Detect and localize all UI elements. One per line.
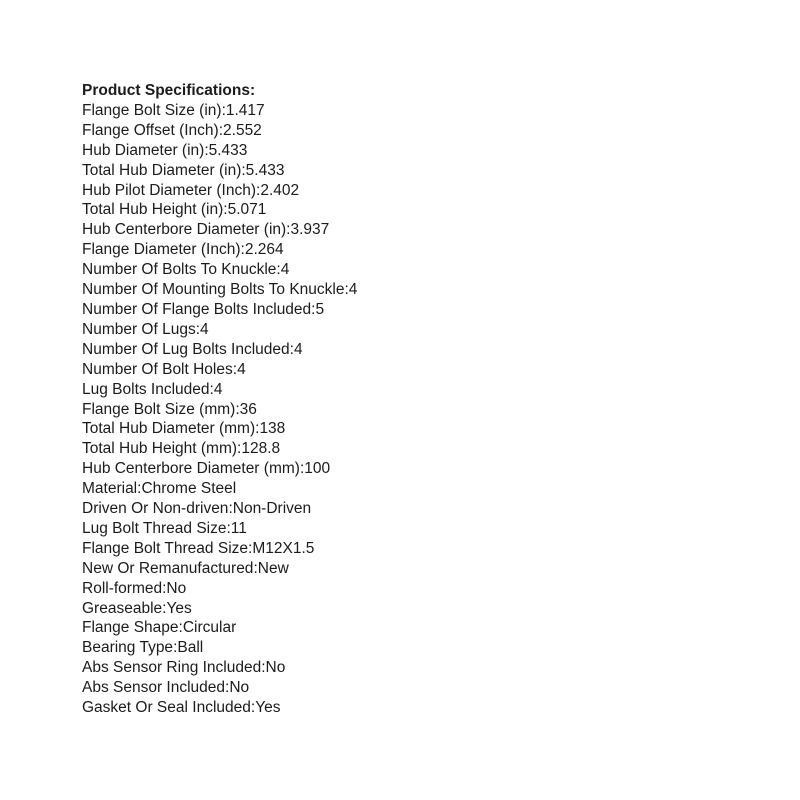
spec-colon: : (204, 141, 209, 159)
spec-value: 5.433 (208, 141, 248, 159)
spec-value: 100 (304, 460, 331, 478)
spec-colon: : (253, 559, 258, 577)
spec-row (82, 698, 357, 718)
spec-value: 4 (348, 281, 358, 299)
spec-value: 5.071 (227, 201, 267, 219)
spec-value: 1.417 (225, 101, 265, 119)
spec-value: 11 (230, 519, 247, 537)
spec-label: Total Hub Diameter (in) (82, 161, 242, 179)
spec-row (82, 439, 357, 459)
spec-label: Abs Sensor Ring Included (82, 659, 262, 677)
spec-label: Number Of Lugs (82, 320, 196, 338)
spec-value: No (166, 579, 187, 597)
spec-value: Yes (255, 699, 281, 717)
spec-value: 2.402 (260, 181, 300, 199)
spec-label: Number Of Flange Bolts Included (82, 300, 312, 318)
spec-row (82, 638, 357, 658)
spec-value: 138 (259, 420, 286, 438)
spec-row (82, 220, 357, 240)
spec-colon: : (162, 579, 167, 597)
spec-row (82, 599, 357, 619)
spec-row (82, 678, 357, 698)
spec-label: Material (82, 480, 138, 498)
spec-colon: : (286, 221, 291, 239)
spec-row (82, 121, 357, 141)
spec-colon: : (255, 420, 260, 438)
spec-label: Driven Or Non-driven (82, 500, 229, 518)
spec-row (82, 240, 357, 260)
spec-colon: : (226, 519, 231, 537)
spec-colon: : (311, 300, 316, 318)
spec-label: Lug Bolts Included (82, 380, 210, 398)
product-specifications-panel (82, 81, 357, 718)
spec-colon: : (232, 360, 238, 378)
spec-colon: : (241, 161, 246, 179)
spec-colon: : (173, 639, 178, 657)
spec-label: Bearing Type (82, 639, 174, 657)
spec-value: 4 (200, 320, 209, 338)
spec-label: Total Hub Height (in) (82, 201, 224, 219)
spec-value: 2.552 (223, 121, 262, 139)
spec-value: 3.937 (290, 221, 330, 239)
spec-label: Greaseable (82, 599, 163, 617)
spec-value: No (265, 659, 286, 677)
spec-colon: : (256, 181, 261, 199)
spec-row (82, 519, 357, 539)
spec-label: Roll-formed (82, 579, 163, 597)
spec-row (82, 181, 357, 201)
spec-colon: : (225, 679, 230, 697)
spec-label: Gasket Or Seal Included (82, 699, 251, 717)
spec-row (82, 400, 357, 420)
spec-label: Number Of Lug Bolts Included (82, 340, 290, 358)
spec-colon: : (137, 480, 142, 498)
spec-label: Flange Bolt Size (in) (82, 101, 222, 119)
spec-row (82, 200, 357, 220)
spec-row (82, 260, 357, 280)
spec-row (82, 320, 357, 340)
spec-colon: : (289, 340, 294, 358)
spec-value: 128.8 (241, 440, 281, 458)
spec-value: Non-Driven (232, 500, 312, 518)
spec-label: Flange Offset (Inch) (82, 121, 219, 139)
spec-row (82, 161, 357, 181)
spec-row (82, 280, 357, 300)
spec-row (82, 579, 357, 599)
spec-colon: : (218, 121, 224, 139)
spec-value: No (229, 679, 250, 697)
spec-colon: : (223, 201, 228, 219)
spec-value: 36 (239, 400, 257, 418)
spec-value: Chrome Steel (141, 480, 237, 498)
spec-label: Total Hub Diameter (mm) (82, 420, 256, 438)
spec-colon: : (162, 599, 167, 617)
spec-row (82, 479, 357, 499)
spec-row (82, 360, 357, 380)
spec-value: New (257, 559, 289, 577)
spec-colon: : (235, 400, 240, 418)
spec-label: Flange Bolt Size (mm) (82, 400, 236, 418)
spec-value: 4 (293, 340, 303, 358)
spec-colon: : (344, 281, 349, 299)
section-title: Product Specifications: (82, 82, 256, 99)
spec-label: Total Hub Height (mm) (82, 440, 238, 458)
spec-label: Number Of Bolt Holes (82, 360, 233, 378)
spec-colon: : (178, 619, 183, 637)
spec-row (82, 459, 357, 479)
spec-value: Circular (182, 619, 237, 637)
spec-value: 5.433 (245, 161, 285, 179)
spec-label: Number Of Mounting Bolts To Knuckle (82, 281, 345, 299)
spec-row (82, 559, 357, 579)
spec-row (82, 380, 357, 400)
spec-list (82, 101, 357, 718)
spec-row (82, 539, 357, 559)
spec-value: Yes (166, 599, 192, 617)
spec-label: Number Of Bolts To Knuckle (82, 261, 277, 279)
spec-colon: : (237, 440, 242, 458)
spec-colon: : (250, 699, 256, 717)
spec-value: 4 (213, 380, 223, 398)
spec-row (82, 300, 357, 320)
spec-row (82, 658, 357, 678)
spec-label: Flange Diameter (Inch) (82, 241, 241, 259)
spec-label: Hub Diameter (in) (82, 141, 205, 159)
spec-label: Hub Centerbore Diameter (mm) (82, 460, 300, 478)
spec-label: Flange Bolt Thread Size (82, 539, 249, 557)
spec-value: 4 (237, 360, 246, 378)
spec-colon: : (261, 659, 266, 677)
spec-colon: : (221, 101, 226, 119)
spec-label: Abs Sensor Included (82, 679, 226, 697)
spec-row (82, 499, 357, 519)
spec-colon: : (209, 380, 214, 398)
spec-value: Ball (177, 639, 204, 657)
spec-colon: : (248, 539, 253, 557)
spec-value: 2.264 (244, 241, 284, 259)
spec-row (82, 419, 357, 439)
spec-value: 5 (315, 300, 325, 318)
spec-colon: : (276, 261, 281, 279)
spec-label: New Or Remanufactured (82, 559, 254, 577)
spec-label: Hub Pilot Diameter (Inch) (82, 181, 257, 199)
spec-row (82, 340, 357, 360)
spec-label: Flange Shape (82, 619, 179, 637)
spec-colon: : (195, 320, 201, 338)
spec-colon: : (299, 460, 305, 478)
spec-value: M12X1.5 (252, 539, 315, 557)
spec-row (82, 618, 357, 638)
spec-label: Lug Bolt Thread Size (82, 519, 227, 537)
spec-label: Hub Centerbore Diameter (in) (82, 221, 287, 239)
spec-value: 4 (280, 261, 290, 279)
spec-colon: : (240, 241, 245, 259)
spec-colon: : (228, 500, 233, 518)
spec-row (82, 141, 357, 161)
spec-row (82, 101, 357, 121)
